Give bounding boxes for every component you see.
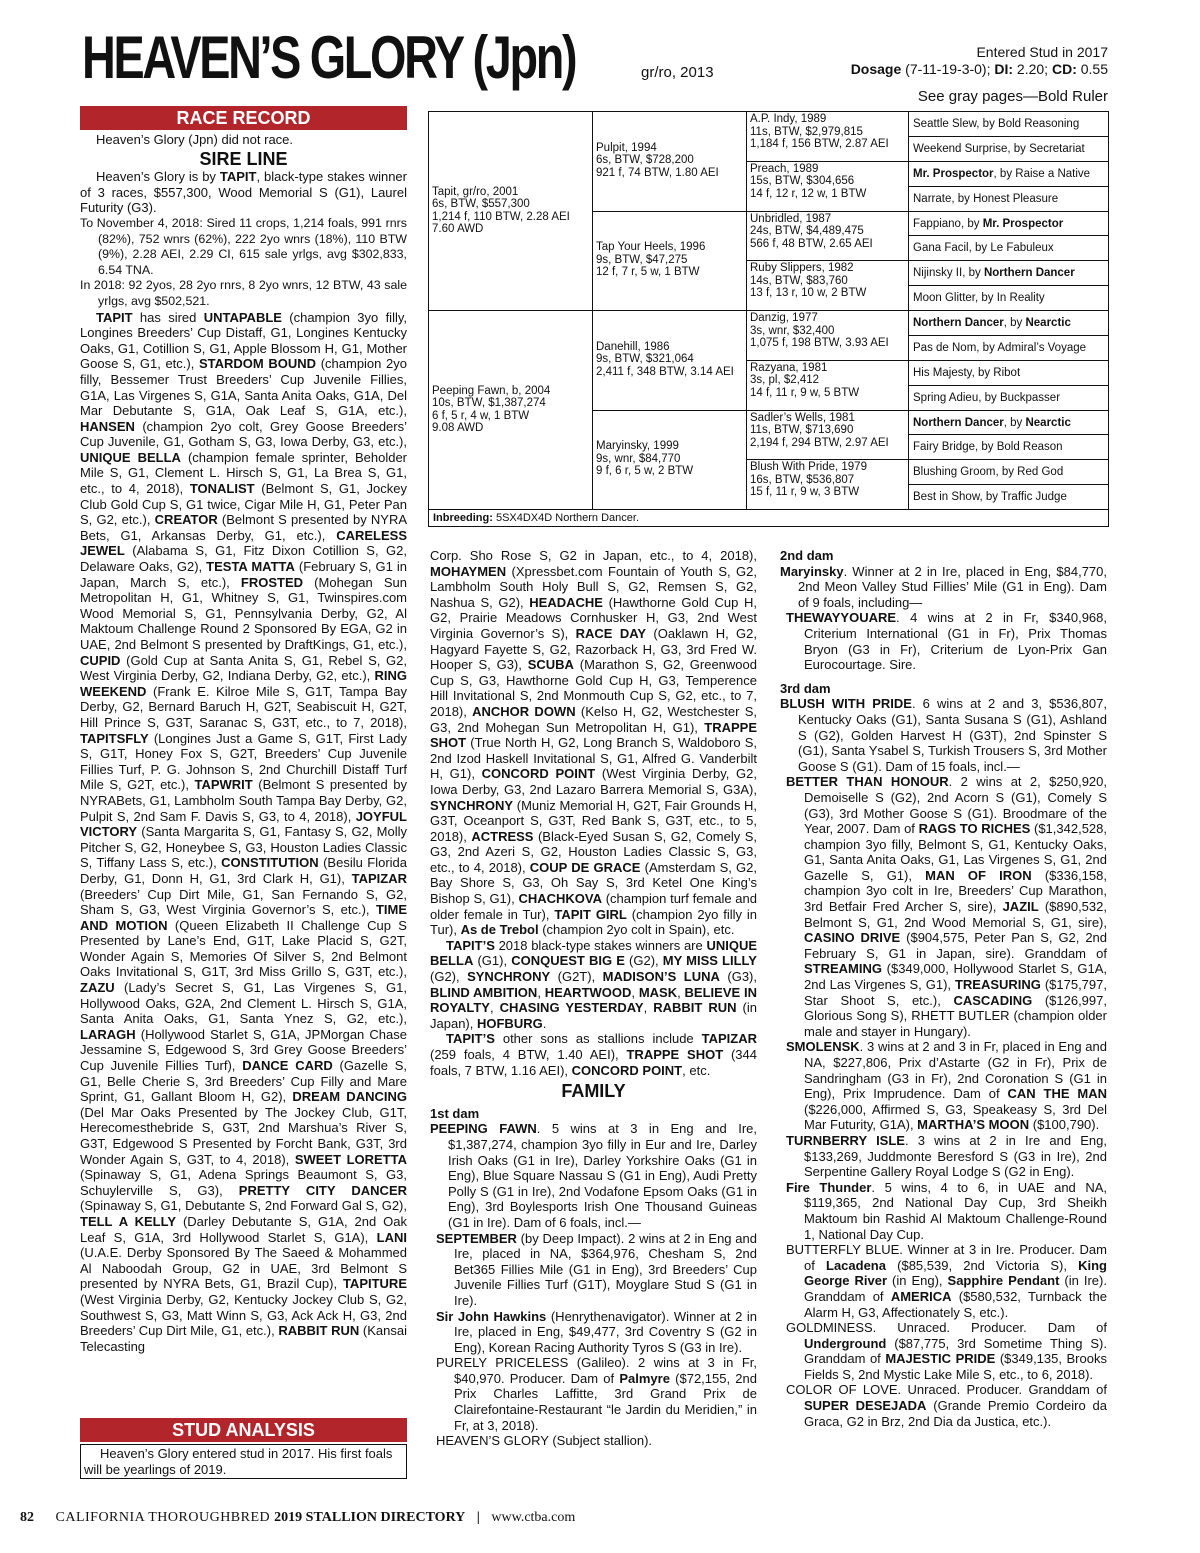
pedigree-ancestor: Moon Glitter, by In Reality — [909, 286, 1108, 311]
pedigree-name: Maryinsky, 1999 — [596, 440, 679, 453]
entered-stud: Entered Stud in 2017 — [976, 44, 1108, 60]
pedigree-great-grandparent — [747, 411, 909, 461]
dosage-label: Dosage — [850, 61, 902, 77]
sire-stats-2018: In 2018: 92 2yos, 28 2yo rnrs, 8 2yo wnrs, 12 BTW, 43 sale yrlgs, avg $502,521. — [80, 278, 407, 308]
pedigree-line2: 3s, wnr, $32,400 — [750, 324, 835, 337]
pedigree-ancestor: Nijinsky II, by Northern Dancer — [909, 261, 1108, 286]
pedigree-chart — [428, 111, 1109, 527]
inbreeding-line — [429, 510, 1108, 526]
pedigree-line3: 12 f, 7 r, 5 w, 1 BTW — [596, 266, 700, 279]
pedigree-name: A.P. Indy, 1989 — [750, 113, 827, 125]
pedigree-great-grandparent — [747, 460, 909, 510]
sire-line-intro — [80, 169, 407, 216]
stud-analysis-heading: STUD ANALYSIS — [80, 1418, 407, 1442]
pedigree-grandparent — [593, 411, 747, 511]
pedigree-line2: 6s, BTW, $557,300 — [432, 198, 530, 210]
pedigree-line2: 16s, BTW, $536,807 — [750, 473, 855, 486]
website: www.ctba.com — [491, 1510, 576, 1525]
stud-analysis — [80, 1418, 407, 1479]
pedigree-ancestor: Fairy Bridge, by Bold Reason — [909, 435, 1108, 460]
pedigree-name: Pulpit, 1994 — [596, 141, 657, 154]
pedigree-great-grandparent — [747, 311, 909, 361]
stakes-winners-2018: TAPIT’S 2018 black-type stakes winners are UNIQUE BELLA (G1), CONQUEST BIG E (G2), MY MISS LILLY (G2), SYNCHRONY (G2T), MADISON’S LUNA (G3), BLIND AMBITION, HEARTWOOD, MASK, BELIEVE IN ROYALTY, CHASING YESTERDAY, RABBIT RUN (in Japan), HOFBURG. — [430, 937, 758, 1031]
pedigree-line3: 6 f, 5 r, 4 w, 1 BTW — [432, 409, 530, 422]
third-dam-foals — [780, 774, 1107, 1429]
second-dam-heading: 2nd dam — [780, 548, 834, 563]
cd-value: 0.55 — [1076, 61, 1108, 77]
pedigree-line2: 14s, BTW, $83,760 — [750, 274, 848, 287]
pedigree-ancestor: Weekend Surprise, by Secretariat — [909, 137, 1108, 162]
pedigree-line4: 9.08 AWD — [432, 422, 484, 434]
pedigree-great-grandparent — [747, 162, 909, 212]
pedigree-line2: 11s, BTW, $713,690 — [750, 424, 854, 436]
race-record-heading: RACE RECORD — [80, 106, 407, 130]
pedigree-name: Ruby Slippers, 1982 — [750, 262, 854, 275]
first-dam-text: PEEPING FAWN. 5 wins at 3 in Eng and Ire, $1,387,274, champion 3yo filly in Eur and Ire, Darley Irish Oaks (G1 in Ire), Darley Yorkshire Oaks (G1 in Eng), Blue Square Nassau S (G1 in Eng), Audi Pretty Polly S (G1 in Ire), 2nd Vodafone Epsom Oaks (G1 in Eng), 3rd Boylesports Irish One Thousand Guineas (G1 in Ire). Dam of 6 foals, incl.— — [430, 1121, 757, 1230]
sire-line-text-c: , black-type stakes winner of 3 races, $557,300, Wood Memorial S (G1), Laurel Futurity (G3). — [80, 169, 407, 216]
pedigree-line2: 9s, wnr, $84,770 — [596, 452, 681, 465]
pedigree-name: Danehill, 1986 — [596, 340, 670, 353]
pedigree-ancestor: Seattle Slew, by Bold Reasoning — [909, 112, 1108, 137]
di-label: DI: — [994, 61, 1014, 77]
pedigree-line3: 14 f, 11 r, 9 w, 5 BTW — [750, 386, 860, 399]
pedigree-great-grandparent — [747, 361, 909, 411]
pedigree-name: Tap Your Heels, 1996 — [596, 241, 706, 254]
footer-separator: | — [476, 1510, 480, 1525]
pedigree-line3: 1,184 f, 156 BTW, 2.87 AEI — [750, 138, 889, 150]
pedigree-ancestor: Northern Dancer, by Nearctic — [909, 311, 1108, 336]
directory-name: 2019 STALLION DIRECTORY — [274, 1510, 466, 1525]
sons-as-stallions: TAPIT’S other sons as stallions include TAPIZAR (259 foals, 4 BTW, 1.40 AEI), TRAPPE SHOT (344 foals, 7 BTW, 1.16 AEI), CONCORD POINT, etc. — [430, 1031, 757, 1078]
pedigree-line2: 11s, BTW, $2,979,815 — [750, 125, 863, 138]
pedigree-ancestor: Pas de Nom, by Admiral’s Voyage — [909, 336, 1108, 361]
pedigree-grandparent — [593, 212, 747, 312]
pedigree-line3: 2,411 f, 348 BTW, 3.14 AEI — [596, 365, 734, 378]
right-column — [780, 548, 1107, 1429]
dam1-foal-2: Sir John Hawkins (Henrythenavigator). Winner at 2 in Ire, placed in Eng, $49,477, 3rd Coventry S (G2 in Eng), Korean Racing Authority Tyros S (G3 in Ire). — [436, 1308, 757, 1355]
dam3-foal-4: Fire Thunder. 5 wins, 4 to 6, in UAE and NA, $119,365, 2nd National Day Cup, 3rd Sheikh Maktoum bin Rashid Al Maktoum Challenge-Round 1, National Day Cup. — [786, 1179, 1108, 1242]
pedigree-ancestor: Best in Show, by Traffic Judge — [909, 485, 1108, 510]
second-dam-foals — [780, 610, 1107, 672]
dam2-foal-1: THEWAYYOUARE. 4 wins at 2 in Fr, $340,968, Criterium International (G1 in Fr), Prix Thomas Bryon (G3 in Fr), Criterium de Lyon-Prix Gan Eurocourtage. Sire. — [786, 610, 1107, 673]
pedigree-name: Peeping Fawn, b, 2004 — [432, 384, 551, 397]
third-dam-text: BLUSH WITH PRIDE. 6 wins at 2 and 3, $536,807, Kentucky Oaks (G1), Santa Susana S (G1), Ashland S (G2), Golden Harvest H (G3T), 2nd Spinster S (G1), Santa Ysabel S, Turkish Trousers S, 3rd Mother Goose S (G1). Dam of 15 foals, incl.— — [780, 696, 1107, 774]
see-gray-note: See gray pages—Bold Ruler — [917, 88, 1108, 105]
pedigree-line3: 2,194 f, 294 BTW, 2.97 AEI — [750, 436, 889, 449]
dam3-foal-5: BUTTERFLY BLUE. Winner at 3 in Ire. Producer. Dam of Lacadena ($85,539, 2nd Victoria S), King George River (in Eng), Sapphire Pendant (in Ire). Granddam of AMERICA ($580,532, Turnback the Alarm H, G3, Affectionately S, etc.). — [786, 1242, 1107, 1320]
inbreeding-value: 5SX4DX4D Northern Dancer. — [492, 512, 640, 524]
page-footer — [20, 1510, 575, 1526]
page-number: 82 — [20, 1510, 34, 1525]
pedigree-parent — [429, 311, 593, 510]
pedigree-ancestor: Narrate, by Honest Pleasure — [909, 187, 1108, 212]
pedigree-line3: 13 f, 13 r, 10 w, 2 BTW — [750, 287, 867, 300]
dam1-foal-1: SEPTEMBER (by Deep Impact). 2 wins at 2 in Eng and Ire, placed in NA, $364,976, Chesham S, 2nd Bet365 Fillies Mile (G1 in Eng), 3rd Breeders’ Cup Juvenile Fillies Turf (G1T), Moyglare Stud S (G1 in Ire). — [436, 1230, 757, 1308]
second-dam-text: Maryinsky. Winner at 2 in Ire, placed in Eng, $84,770, 2nd Meon Valley Stud Fillies’ Mile (G1 in Eng). Dam of 9 foals, including— — [780, 563, 1107, 610]
sire-name: TAPIT — [219, 169, 257, 185]
sire-stats-total: To November 4, 2018: Sired 11 crops, 1,214 foals, 991 rnrs (82%), 752 wnrs (62%), 222 2yo wnrs (18%), 110 BTW (9%), 2.28 AEI, 2.29 CI, 615 sale yrlgs, avg $302,833, 6.54 TNA. — [80, 215, 407, 277]
dam3-foal-2: SMOLENSK. 3 wins at 2 and 3 in Fr, placed in Eng and NA, $227,806, Prix d’Astarte (G2 in Fr), Prix de Sandringham (G3 in Fr), 2nd Coronation S (G1 in Eng), Prix Imprudence. Dam of CAN THE MAN ($226,000, Affirmed S, G3, Speakeasy S, 3rd Del Mar Futurity, G1A), MARTHA’S MOON ($100,790). — [786, 1039, 1107, 1133]
pedigree-ancestor: Mr. Prospector, by Raise a Native — [909, 162, 1108, 187]
dam1-foal-4: HEAVEN’S GLORY (Subject stallion). — [436, 1433, 653, 1449]
pedigree-ancestor: Fappiano, by Mr. Prospector — [909, 212, 1108, 237]
pedigree-great-grandparent — [747, 212, 909, 262]
middle-column — [430, 548, 757, 1449]
pedigree-great-grandparent — [747, 261, 909, 311]
publication-name: CALIFORNIA THOROUGHBRED — [55, 1510, 275, 1525]
pedigree-line3: 9 f, 6 r, 5 w, 2 BTW — [596, 465, 694, 478]
pedigree-line2: 6s, BTW, $728,200 — [596, 154, 694, 167]
first-dam-foals — [430, 1231, 757, 1449]
pedigree-grandparent — [593, 112, 747, 212]
dosage-value: (7-11-19-3-0); — [901, 61, 995, 77]
pedigree-line3: 921 f, 74 BTW, 1.80 AEI — [596, 166, 719, 179]
pedigree-line3: 1,214 f, 110 BTW, 2.28 AEI — [432, 210, 570, 223]
dam3-foal-3: TURNBERRY ISLE. 3 wins at 2 in Ire and Eng, $133,269, Juddmonte Beresford S (G3 in Ire), 2nd Serpentine Gallery Royal Lodge S (G2 in Eng). — [786, 1132, 1107, 1180]
inbreeding-label: Inbreeding: — [433, 512, 493, 524]
pedigree-line2: 3s, pl, $2,412 — [750, 374, 820, 387]
pedigree-name: Danzig, 1977 — [750, 312, 818, 324]
third-dam-heading: 3rd dam — [780, 680, 831, 696]
pedigree-line3: 15 f, 11 r, 9 w, 3 BTW — [750, 486, 860, 499]
dam3-foal-6: GOLDMINESS. Unraced. Producer. Dam of Underground ($87,775, 3rd Sometime Thing S). Granddam of MAJESTIC PRIDE ($349,135, Brooks Fields S, 2nd Mystic Lake Mile S, etc., to 6, 2018). — [786, 1320, 1107, 1382]
stud-analysis-text: Heaven’s Glory entered stud in 2017. His first foals will be yearlings of 2019. — [80, 1444, 407, 1479]
pedigree-ancestor: Northern Dancer, by Nearctic — [909, 411, 1108, 436]
pedigree-line4: 7.60 AWD — [432, 223, 484, 235]
dam1-foal-3: PURELY PRICELESS (Galileo). 2 wins at 3 in Fr, $40,970. Producer. Dam of Palmyre ($72,155, 2nd Prix Charles Laffitte, 3rd Grand Prix de Clairefontaine-Restaurant “le Jardin du Meridien,” in Fr, at 3, 2018). — [436, 1355, 757, 1433]
pedigree-grandparent — [593, 311, 747, 411]
pedigree-ancestor: His Majesty, by Ribot — [909, 361, 1108, 386]
dam3-foal-1: BETTER THAN HONOUR. 2 wins at 2, $250,920, Demoiselle S (G2), 2nd Acorn S (G1), Comely S (G3), 3rd Mother Goose S (G1). Broodmare of the Year, 2007. Dam of RAGS TO RICHES ($1,342,528, champion 3yo filly, Belmont S, G1, Kentucky Oaks, G1, Santa Anita Oaks, G1, Las Virgenes S, G1, 2nd Gazelle S, G1), MAN OF IRON ($336,158, champion 3yo colt in Ire, Breeders’ Cup Marathon, 3rd Betfair Fred Archer S, sire), JAZIL ($890,532, Belmont S, G1, 2nd Wood Memorial S, G1, sire), CASINO DRIVE ($904,575, Peter Pan S, G2, 2nd February S, G1 in Japan, sire). Granddam of STREAMING ($349,000, Hollywood Starlet S, G1A, 2nd Las Virgenes S, G1), TREASURING ($175,797, Star Shoot S, etc.), CASCADING ($126,997, Glorious Song S), RHETT BUTLER (champion older male and stayer in Hungary). — [786, 774, 1108, 1039]
di-value: 2.20; — [1013, 61, 1052, 77]
pedigree-line2: 15s, BTW, $304,656 — [750, 175, 855, 188]
pedigree-name: Sadler’s Wells, 1981 — [750, 411, 855, 424]
family-heading: FAMILY — [561, 1081, 626, 1102]
pedigree-ancestor: Spring Adieu, by Buckpasser — [909, 386, 1108, 411]
dam3-foal-7: COLOR OF LOVE. Unraced. Producer. Granddam of SUPER DESEJADA (Grande Premio Cordeiro da Graca, G2 in Brz, 2nd Dia da Justica, etc.). — [786, 1382, 1107, 1429]
pedigree-line3: 14 f, 12 r, 12 w, 1 BTW — [750, 187, 867, 200]
pedigree-name: Razyana, 1981 — [750, 361, 828, 374]
progeny-text-2: Corp. Sho Rose S, G2 in Japan, etc., to 4, 2018), MOHAYMEN (Xpressbet.com Fountain of Youth S, G2, Lambholm South Holy Bull S, G2, Remsen S, G2, Nashua S, G2), HEADACHE (Hawthorne Gold Cup H, G2, Prairie Meadows Cornhusker H, G3, 2nd West Virginia Governor’s S), RACE DAY (Oaklawn H, G2, Hagyard Fayette S, G2, Razorback H, G3, 3rd Fred W. Hooper S, G3), SCUBA (Marathon S, G2, Greenwood Cup S, G3, Hawthorne Gold Cup H, G3, Temperence Hill Invitational S, 2nd Monmouth Cup S, G2, etc., to 7, 2018), ANCHOR DOWN (Kelso H, G2, Westchester S, G3, 2nd Mohegan Sun Metropolitan H, G1), TRAPPE SHOT (True North H, G2, Long Branch S, Waldoboro S, 2nd Izod Haskell Invitational S, G1, Alfred G. Vanderbilt H, G1), CONCORD POINT (West Virginia Derby, G2, Iowa Derby, G3, 2nd Lazaro Barrera Memorial S, G3A), SYNCHRONY (Muniz Memorial H, G2T, Fair Grounds H, G3T, Oceanport S, G3T, Red Bank S, G3T, etc., to 5, 2018), ACTRESS (Black-Eyed Susan S, G2, Comely S, G3, 2nd Azeri S, G2, Houston Ladies Classic S, G3, etc., to 4, 2018), COUP DE GRACE (Amsterdam S, G2, Bay Shore S, G3, Oh Say S, 3rd Ketel One King’s Bishop S, G1), CHACHKOVA (champion turf female and older female in Tur), TAPIT GIRL (champion 2yo filly in Tur), As de Trebol (champion 2yo colt in Spain), etc. — [430, 548, 758, 938]
dosage-line — [851, 61, 1108, 78]
progeny-text-1: TAPIT has sired UNTAPABLE (champion 3yo filly, Longines Breeders’ Cup Distaff, G1, Longines Kentucky Oaks, G1, Cotillion S, G1, Apple Blossom H, G1, Mother Goose S, G1, etc.), STARDOM BOUND (champion 2yo filly, Bessemer Trust Breeders’ Cup Juvenile Fillies, G1A, Las Virgenes S, G1A, Santa Anita Oaks, G1A, Del Mar Debutante S, G1A, Oak Leaf S, G1A, etc.), HANSEN (champion 2yo colt, Grey Goose Breeders’ Cup Juvenile, G1, Gotham S, G3, Iowa Derby, G3, etc.), UNIQUE BELLA (champion female sprinter, Beholder Mile S, G1, Clement L. Hirsch S, G1, La Brea S, G1, etc., to 4, 2018), TONALIST (Belmont S, G1, Jockey Club Gold Cup S, G1 twice, Cigar Mile H, G1, Peter Pan S, G2, etc.), CREATOR (Belmont S presented by NYRA Bets, G1, Arkansas Derby, G1, etc.), CARELESS JEWEL (Alabama S, G1, Fitz Dixon Cotillion S, G2, Delaware Oaks, G2), TESTA MATTA (February S, G1 in Japan, March S, etc.), FROSTED (Mohegan Sun Metropolitan H, G1, Whitney S, G1, Twinspires.com Wood Memorial S, G1, Pennsylvania Derby, G2, Al Maktoum Challenge Round 2 Sponsored By EGA, G2 in UAE, 2nd Belmont S presented by DraftKings, G1, etc.), CUPID (Gold Cup at Santa Anita S, G1, Rebel S, G2, West Virginia Derby, G2, Indiana Derby, G2, etc.), RING WEEKEND (Frank E. Kilroe Mile S, G1T, Tampa Bay Derby, G2, Bernard Baruch H, G2T, Seabiscuit H, G2T, Hill Prince S, G3T, Saranac S, G3T, etc., to 7, 2018), TAPITSFLY (Longines Just a Game S, G1T, First Lady S, G1T, Honey Fox S, G2T, Breeders’ Cup Juvenile Fillies Turf, P. G. Johnson S, 2nd Churchill Distaff Turf Mile S, G2T, etc.), TAPWRIT (Belmont S presented by NYRABets, G1, Lambholm South Tampa Bay Derby, G2, Pulpit S, 2nd Sam F. Davis S, G3, to 4, 2018), JOYFUL VICTORY (Santa Margarita S, G1, Fantasy S, G2, Molly Pitcher S, G2, Honeybee S, G3, Houston Ladies Classic S, Tiffany Lass S, etc.), CONSTITUTION (Besilu Florida Derby, G1, Donn H, G1, 3rd Clark H, G1), TAPIZAR (Breeders’ Cup Dirt Mile, G1, San Fernando S, G2, Sham S, G3, West Virginia Governor’s S, etc.), TIME AND MOTION (Queen Elizabeth II Challenge Cup S Presented by Lane’s End, G1T, Lake Placid S, G2T, Wonder Again S, Memories Of Silver S, 2nd Belmont Oaks Invitational S, G1T, 3rd Miss Grillo S, G3T, etc.), ZAZU (Lady’s Secret S, G1, Las Virgenes S, G1, Hollywood Oaks, G2A, 2nd Clement L. Hirsch S, G1A, Santa Anita Oaks, G1, Santa Ynez S, G2, etc.), LARAGH (Hollywood Starlet S, G1A, JPMorgan Chase Jessamine S, Edgewood S, 3rd Grey Goose Breeders’ Cup Juvenile Fillies Turf), DANCE CARD (Gazelle S, G1, Belle Cherie S, 3rd Breeders’ Cup Filly and Mare Sprint, G1, Gallant Bloom H, G2), DREAM DANCING (Del Mar Oaks Presented by The Jockey Club, G1T, Herecomesthebride S, G3T, 2nd Marshua’s River S, G3T, Edgewood S Presented by Forcht Bank, G3T, 3rd Wonder Again S, G3T, to 4, 2018), SWEET LORETTA (Spinaway S, G1, Adena Springs Beaumont S, G3, Schuylerville S, G3), PRETTY CITY DANCER (Spinaway S, G1, Debutante S, 2nd Forward Gal S, G2), TELL A KELLY (Darley Debutante S, G1A, 2nd Oak Leaf S, G1A, 3rd Hollywood Starlet S, G1A), LANI (U.A.E. Derby Sponsored By The Saeed & Mohammed Al Naboodah Group, G2 in UAE, 3rd Belmont S presented by NYRA Bets, G1, Brazil Cup), TAPITURE (West Virginia Derby, G2, Kentucky Jockey Club S, G2, Southwest S, G3, Matt Winn S, G3, Ack Ack H, G3, 2nd Breeders’ Cup Dirt Mile, G1, etc.), RABBIT RUN (Kansai Telecasting — [80, 309, 408, 1354]
first-dam-heading: 1st dam — [430, 1105, 480, 1121]
cd-label: CD: — [1051, 61, 1077, 77]
left-column — [80, 106, 407, 1354]
pedigree-line3: 1,075 f, 198 BTW, 3.93 AEI — [750, 337, 889, 349]
color-year: gr/ro, 2013 — [641, 64, 714, 81]
pedigree-line2: 9s, BTW, $321,064 — [596, 353, 694, 366]
pedigree-line3: 566 f, 48 BTW, 2.65 AEI — [750, 237, 873, 250]
sire-line-heading: SIRE LINE — [199, 148, 288, 169]
race-record-text: Heaven’s Glory (Jpn) did not race. — [96, 132, 294, 147]
pedigree-ancestor: Gana Facil, by Le Fabuleux — [909, 236, 1108, 261]
page-title: HEAVEN’S GLORY (Jpn) — [82, 24, 576, 91]
pedigree-parent — [429, 112, 593, 311]
pedigree-name: Blush With Pride, 1979 — [750, 461, 867, 474]
pedigree-line2: 24s, BTW, $4,489,475 — [750, 225, 864, 237]
pedigree-line2: 10s, BTW, $1,387,274 — [432, 397, 546, 409]
sire-line-text-a: Heaven’s Glory is by — [96, 169, 220, 185]
pedigree-name: Tapit, gr/ro, 2001 — [432, 185, 519, 198]
pedigree-line2: 9s, BTW, $47,275 — [596, 253, 688, 266]
stud-info — [851, 44, 1108, 78]
pedigree-ancestor: Blushing Groom, by Red God — [909, 460, 1108, 485]
pedigree-name: Unbridled, 1987 — [750, 212, 832, 225]
pedigree-great-grandparent — [747, 112, 909, 162]
pedigree-name: Preach, 1989 — [750, 162, 819, 175]
